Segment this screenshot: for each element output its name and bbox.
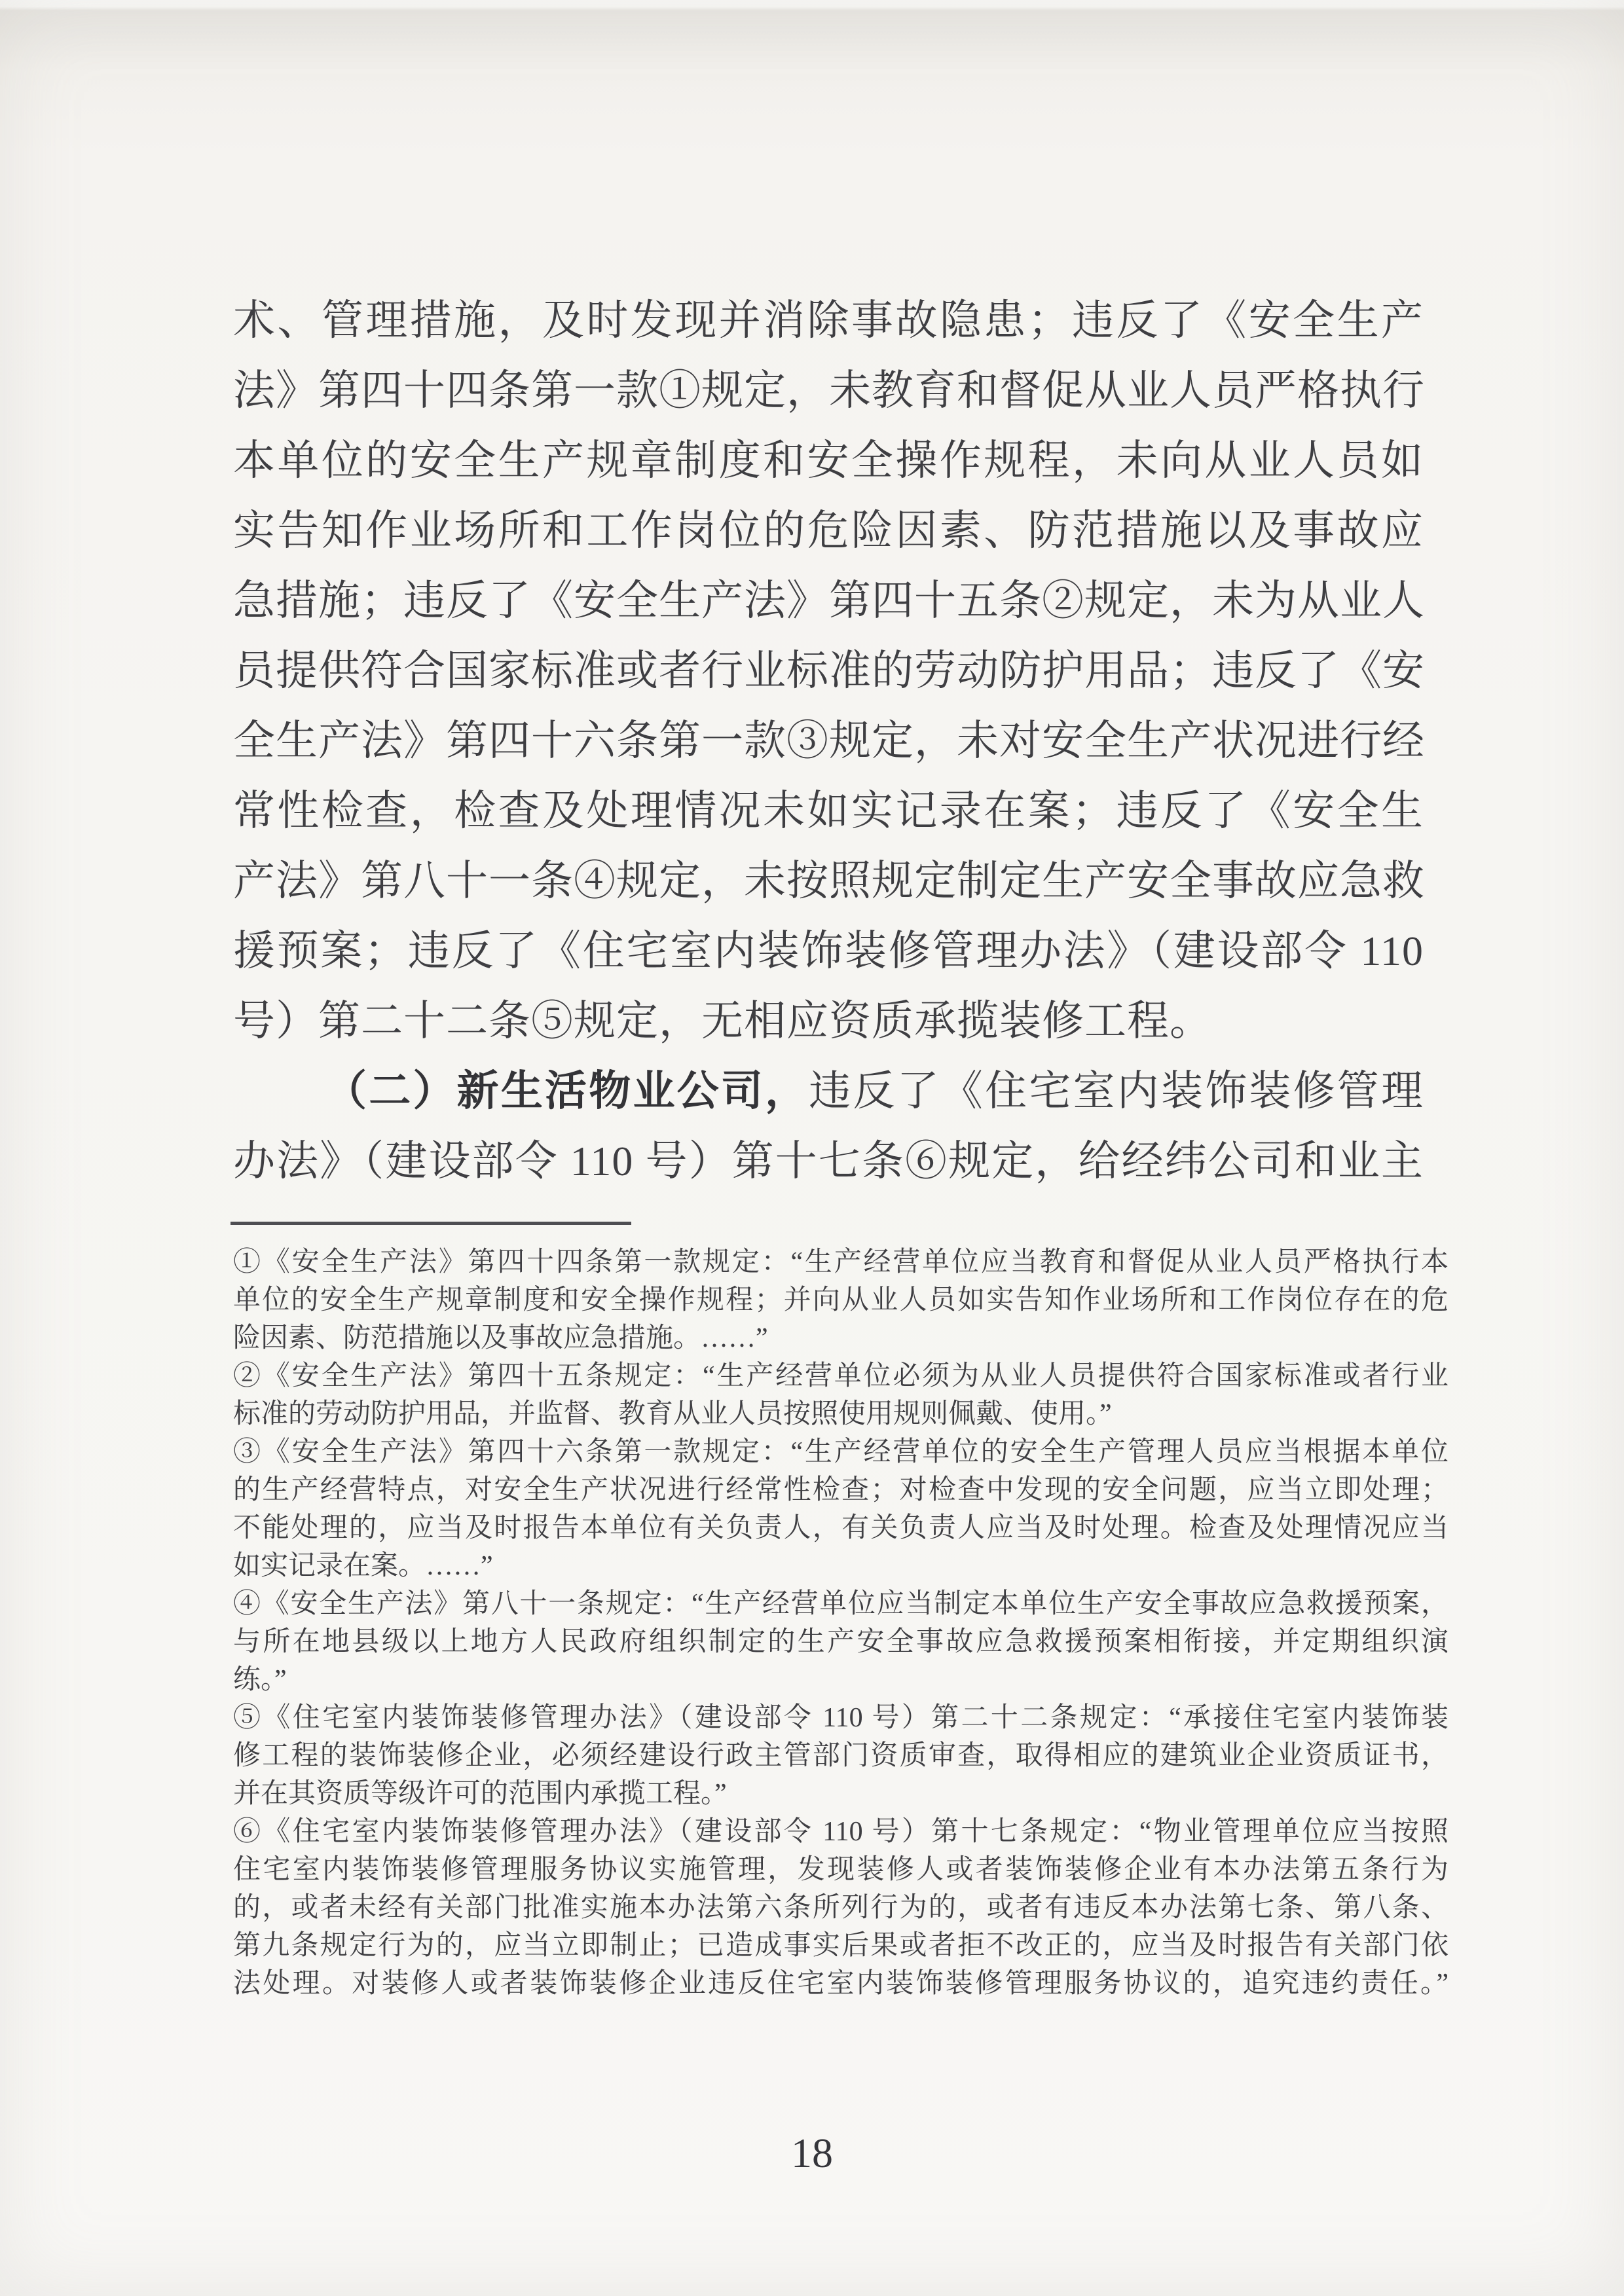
section2-label: （二）新生活物业公司， [325,1068,809,1114]
body-text-line: 员提供符合国家标准或者行业标准的劳动防护用品；违反了《安 [233,647,1425,694]
body-text-line: 全生产法》第四十六条第一款③规定，未对安全生产状况进行经 [233,718,1425,764]
footnote-4-line: 与所在地县级以上地方人民政府组织制定的生产安全事故应急救援预案相衔接，并定期组织演 [233,1627,1449,1657]
section2-text: 违反了《住宅室内装饰装修管理 [809,1068,1424,1114]
body-text-line: 本单位的安全生产规章制度和安全操作规程，未向从业人员如 [233,437,1424,484]
footnote-3-line: 如实记录在案。……” [233,1551,493,1581]
body-text-line: 产法》第八十一条④规定，未按照规定制定生产安全事故应急救 [233,858,1425,904]
footnote-2-line: 标准的劳动防护用品，并监督、教育从业人员按照使用规则佩戴、使用。” [233,1399,1112,1429]
body-text-line: 常性检查，检查及处理情况未如实记录在案；违反了《安全生 [233,788,1424,834]
footnote-2-line: ②《安全生产法》第四十五条规定：“生产经营单位必须为从业人员提供符合国家标准或者行业 [233,1361,1449,1391]
footnote-5-line: 修工程的装饰装修企业，必须经建设行政主管部门资质审查，取得相应的建筑业企业资质证书， [233,1741,1449,1771]
body-text-line: 办法》（建设部令 110 号）第十七条⑥规定，给经纬公司和业主 [233,1138,1424,1184]
footnote-1-line: 险因素、防范措施以及事故应急措施。……” [233,1323,768,1353]
footnote-6-line: 的，或者未经有关部门批准实施本办法第六条所列行为的，或者有违反本办法第七条、第八条、 [233,1893,1449,1923]
page-number: 18 [791,2130,833,2176]
footnote-3-line: 不能处理的，应当及时报告本单位有关负责人，有关负责人应当及时处理。检查及处理情况应当 [233,1513,1449,1543]
body-text-line: 术、管理措施，及时发现并消除事故隐患；违反了《安全生产 [233,297,1424,344]
main-text-block [233,285,1424,1196]
footnote-1-line: ①《安全生产法》第四十四条第一款规定：“生产经营单位应当教育和督促从业人员严格执行本 [233,1247,1449,1277]
footnote-6-line: 法处理。对装修人或者装饰装修企业违反住宅室内装饰装修管理服务协议的，追究违约责任。” [233,1969,1449,1999]
footnote-6-line: ⑥《住宅室内装饰装修管理办法》（建设部令 110 号）第十七条规定：“物业管理单位应当按照 [233,1817,1449,1847]
body-text-line: 实告知作业场所和工作岗位的危险因素、防范措施以及事故应 [233,507,1424,554]
footnote-4-line: ④《安全生产法》第八十一条规定：“生产经营单位应当制定本单位生产安全事故应急救援预案， [233,1589,1449,1619]
footnote-1-line: 单位的安全生产规章制度和安全操作规程；并向从业人员如实告知作业场所和工作岗位存在的危 [233,1285,1449,1315]
footnote-6-line: 第九条规定行为的，应当立即制止；已造成事实后果或者拒不改正的，应当及时报告有关部门依 [233,1931,1449,1961]
footnote-5-line: ⑤《住宅室内装饰装修管理办法》（建设部令 110 号）第二十二条规定：“承接住宅室内装饰装 [233,1703,1449,1733]
footnote-3-line: ③《安全生产法》第四十六条第一款规定：“生产经营单位的安全生产管理人员应当根据本单位 [233,1437,1449,1467]
footnotes-block [233,1243,1449,2003]
body-text-line: 法》第四十四条第一款①规定，未教育和督促从业人员严格执行 [233,367,1425,414]
footnote-5-line: 并在其资质等级许可的范围内承揽工程。” [233,1779,727,1809]
body-text-line: 急措施；违反了《安全生产法》第四十五条②规定，未为从业人 [233,577,1425,624]
section2-heading-line [233,1056,1424,1126]
footnote-3-line: 的生产经营特点，对安全生产状况进行经常性检查；对检查中发现的安全问题，应当立即处理； [233,1475,1449,1505]
body-text-line: 号）第二十二条⑤规定，无相应资质承揽装修工程。 [233,998,1212,1044]
body-text-line: 援预案；违反了《住宅室内装饰装修管理办法》（建设部令 110 [233,928,1424,974]
footnote-6-line: 住宅室内装饰装修管理服务协议实施管理，发现装修人或者装饰装修企业有本办法第五条行为 [233,1855,1449,1885]
footnote-separator [231,1222,631,1225]
footnote-4-line: 练。” [233,1665,287,1695]
